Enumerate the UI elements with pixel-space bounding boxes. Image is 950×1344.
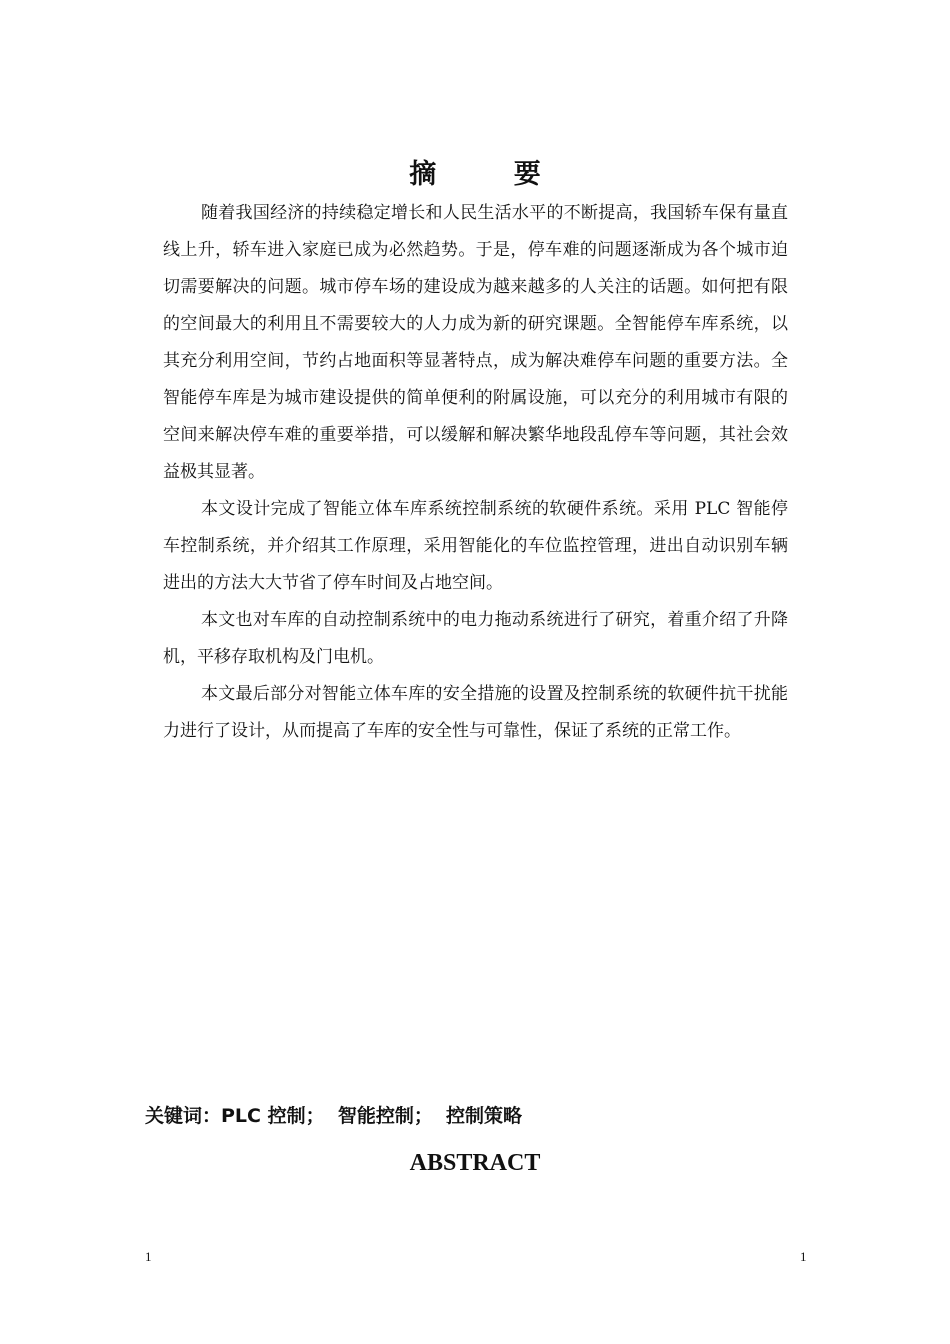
page-number-left: 1 bbox=[145, 1249, 152, 1264]
page-number-right: 1 bbox=[800, 1249, 807, 1264]
page-title: 摘 要 bbox=[409, 159, 575, 190]
paragraph-1: 随着我国经济的持续稳定增长和人民生活水平的不断提高，我国轿车保有量直线上升，轿车进入家庭已成为必然趋势。于是，停车难的问题逐渐成为各个城市迫切需要解决的问题。城市停车场的建设成为越来越多的人关注的话题。如何把有限的空间最大的利用且不需要较大的人力成为新的研究课题。全智能停车库系统，以其充分利用空间，节约占地面积等显著特点，成为解决难停车问题的重要方法。全智能停车库是为城市建设提供的简单便利的附属设施，可以充分的利用城市有限的空间来解决停车难的重要举措，可以缓解和解决繁华地段乱停车等问题，其社会效益极其显著。 bbox=[163, 203, 788, 482]
paragraph-4: 本文最后部分对智能立体车库的安全措施的设置及控制系统的软硬件抗干扰能力进行了设计，从而提高了车库的安全性与可靠性，保证了系统的正常工作。 bbox=[163, 684, 788, 741]
paragraph-2: 本文设计完成了智能立体车库系统控制系统的软硬件系统。采用 PLC 智能停车控制系统，并介绍其工作原理，采用智能化的车位监控管理，进出自动识别车辆进出的方法大大节省了停车时间及占地空间。 bbox=[163, 499, 788, 593]
abstract-body bbox=[163, 195, 788, 750]
abstract-heading: ABSTRACT bbox=[409, 1150, 541, 1176]
paragraph-3: 本文也对车库的自动控制系统中的电力拖动系统进行了研究，着重介绍了升降机，平移存取机构及门电机。 bbox=[163, 610, 788, 667]
keywords-line: 关键词：PLC 控制； 智能控制； 控制策略 bbox=[145, 1105, 523, 1127]
